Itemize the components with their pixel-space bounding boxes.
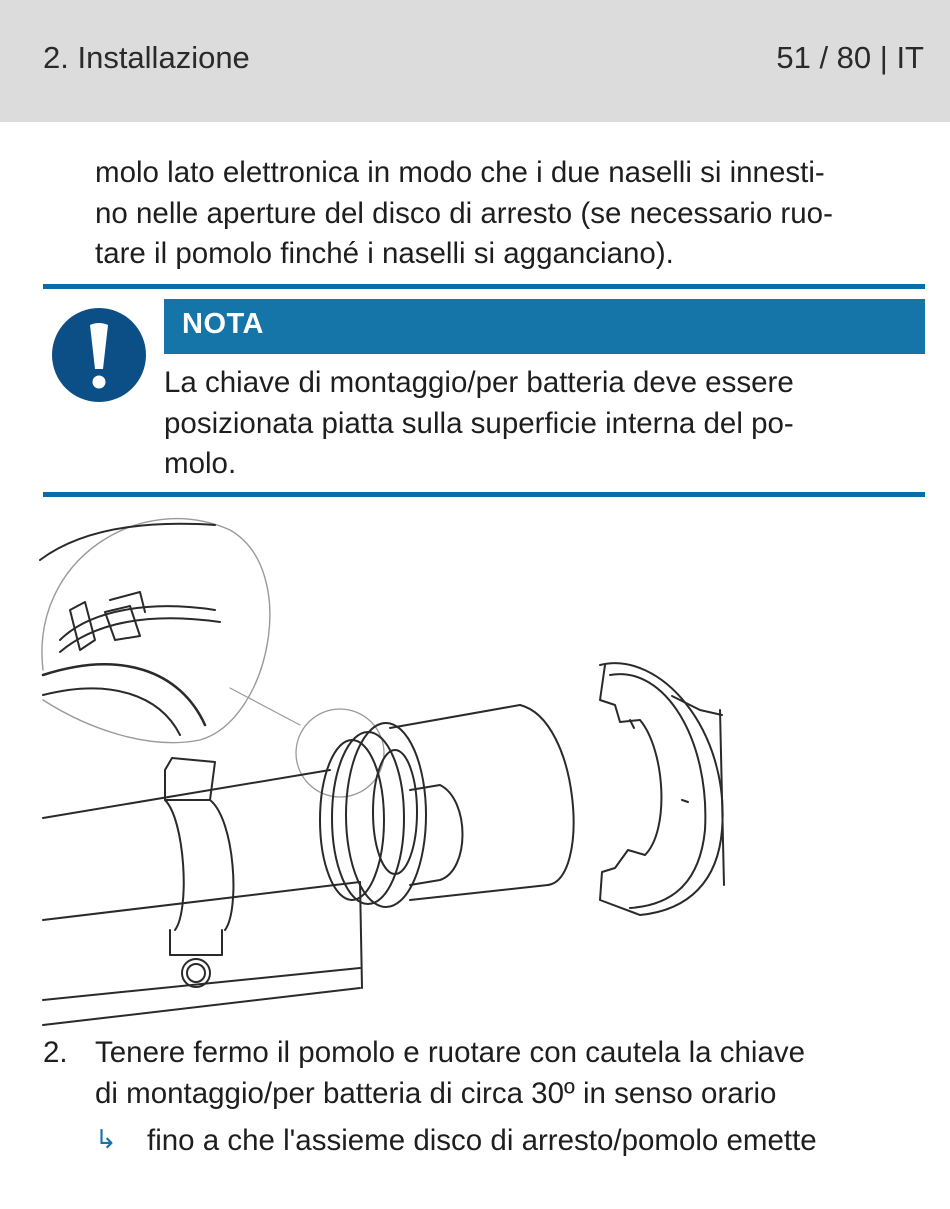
exclamation-icon	[51, 307, 147, 403]
lock-cylinder	[43, 758, 362, 1025]
detail-circle	[296, 709, 384, 797]
note-line: molo.	[164, 447, 237, 480]
note-title: NOTA	[182, 308, 265, 340]
step-result: fino a che l'assieme disco di arresto/pomolo emette	[147, 1124, 817, 1157]
step-text	[95, 1033, 925, 1114]
note-top-rule	[43, 284, 925, 289]
detail-zoom-inset	[40, 519, 300, 743]
note-bottom-rule	[43, 492, 925, 497]
note-line: La chiave di montaggio/per batteria deve essere	[164, 366, 794, 399]
step-line: di montaggio/per batteria di circa 30º in senso orario	[95, 1076, 777, 1110]
cylinder-assembly-illustration	[0, 500, 950, 1030]
note-header	[164, 299, 925, 354]
locking-disc	[600, 663, 724, 915]
intro-line: no nelle aperture del disco di arresto (se necessario ruo-	[95, 196, 833, 230]
intro-line: molo lato elettronica in modo che i due naselli si innesti-	[95, 156, 825, 189]
result-arrow-icon: ↳	[95, 1124, 117, 1154]
intro-line: tare il pomolo finché i naselli si agganciano).	[95, 237, 674, 270]
page-number: 51 / 80 | IT	[776, 40, 924, 75]
step-line: Tenere fermo il pomolo e ruotare con cautela la chiave	[95, 1036, 806, 1069]
page-header	[0, 0, 950, 122]
knob-rings	[320, 705, 574, 907]
section-title: 2. Installazione	[43, 40, 250, 75]
intro-paragraph	[95, 153, 925, 275]
note-body	[164, 363, 925, 485]
step-number: 2.	[43, 1036, 68, 1069]
note-line: posizionata piatta sulla superficie interna del po-	[164, 406, 794, 440]
